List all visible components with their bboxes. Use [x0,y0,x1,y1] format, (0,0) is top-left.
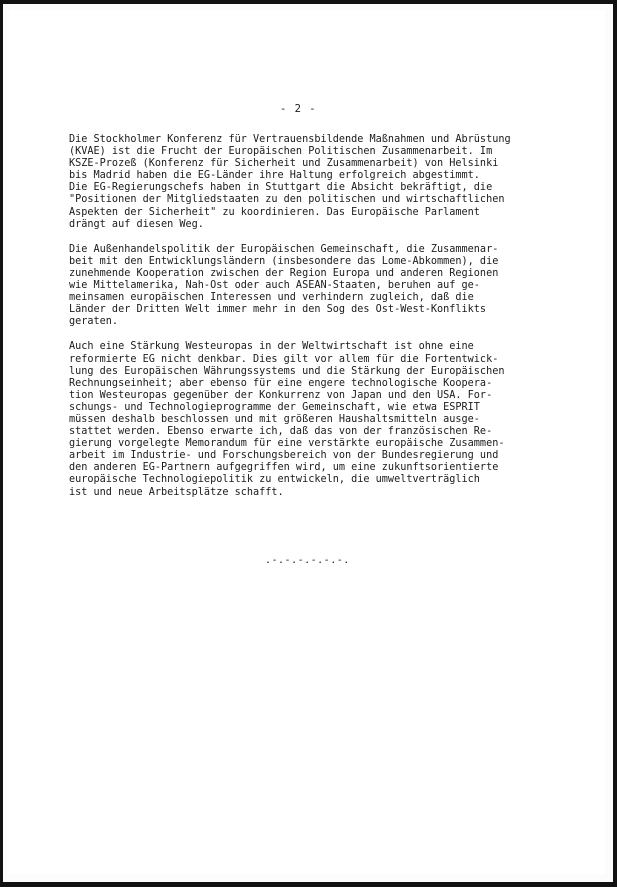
text-line: den anderen EG-Partnern aufgegriffen wird, um eine zukunftsorientierte [69,462,499,474]
text-line: Die Stockholmer Konferenz für Vertrauensbildende Maßnahmen und Abrüstung [69,134,511,145]
text-line: ist und neue Arbeitsplätze schafft. [69,486,284,498]
text-line: Die EG-Regierungschefs haben in Stuttgart die Absicht bekräftigt, die [69,182,493,194]
page-number: - 2 - [280,103,317,115]
text-line: wie Mittelamerika, Nah-Ost oder auch ASEAN-Staaten, beruhen auf ge- [69,280,480,292]
text-line: Rechnungseinheit; aber ebenso für eine engere technologische Koopera- [69,377,493,389]
text-line: Auch eine Stärkung Westeuropas in der Weltwirtschaft ist ohne eine [69,341,474,353]
text-line: drängt auf diesen Weg. [69,218,204,230]
text-line: KSZE-Prozeß (Konferenz für Sicherheit und Zusammenarbeit) von Helsinki [69,158,499,170]
text-line: Aspekten der Sicherheit" zu koordinieren. Das Europäische Parlament [69,206,480,218]
text-line: Die Außenhandelspolitik der Europäischen Gemeinschaft, die Zusammenar- [69,243,499,255]
text-line: tion Westeuropas gegenüber der Konkurrenz von Japan und den USA. For- [69,389,493,401]
text-line: gierung vorgelegte Memorandum für eine verstärkte europäische Zusammen- [69,438,505,450]
text-line: geraten. [69,316,119,328]
text-line: (KVAE) ist die Frucht der Europäischen Politischen Zusammenarbeit. Im [69,146,493,158]
text-line: europäische Technologiepolitik zu entwickeln, die umweltverträglich [69,474,480,486]
text-line: meinsamen europäischen Interessen und verhindern zugleich, daß die [69,292,474,304]
paragraph-weltwirtschaft [69,341,569,498]
text-line: beit mit den Entwicklungsländern (insbesondere das Lome-Abkommen), die [69,255,499,267]
text-line: Länder der Dritten Welt immer mehr in den Sog des Ost-West-Konflikts [69,304,487,316]
paragraph-kvae [69,134,569,231]
paragraph-aussenhandel [69,244,569,329]
text-line: bis Madrid haben die EG-Länder ihre Haltung erfolgreich abgestimmt. [69,170,480,182]
text-line: reformierte EG nicht denkbar. Dies gilt vor allem für die Fortentwick- [69,353,499,365]
text-line: stattet werden. Ebenso erwarte ich, daß das von der französischen Re- [69,426,493,438]
text-line: schungs- und Technologieprogramme der Gemeinschaft, wie etwa ESPRIT [69,401,480,413]
text-line: müssen deshalb beschlossen und mit größeren Haushaltsmitteln ausge- [69,413,480,425]
text-line: "Positionen der Mitgliedstaaten zu den politischen und wirtschaftlichen [69,194,505,206]
end-mark: .-.-.-.-.-.-. [265,555,350,566]
document-body [69,134,569,499]
text-line: arbeit im Industrie- und Forschungsbereich von der Bundesregierung und [69,450,499,462]
text-line: lung des Europäischen Währungssystems und die Stärkung der Europäischen [69,365,505,377]
text-line: zunehmende Kooperation zwischen der Region Europa und anderen Regionen [69,267,499,279]
